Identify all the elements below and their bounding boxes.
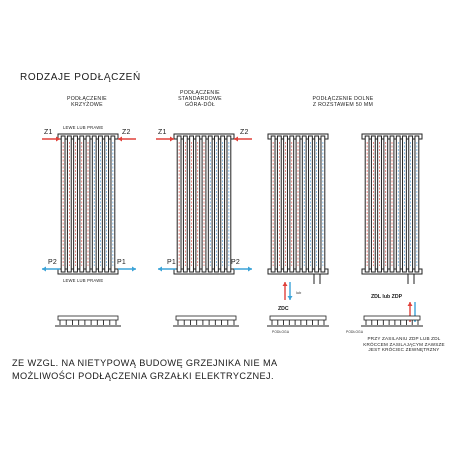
connection-arrow xyxy=(158,267,176,272)
caption-line: STANDARDOWE xyxy=(178,96,222,103)
caption-line: PODŁĄCZENIE DOLNE xyxy=(312,96,374,102)
connection-arrow xyxy=(283,282,288,300)
note-line: JEST KRÓCIEC ZEWNĘTRZNY xyxy=(368,347,440,353)
floor-label: PODŁOGA xyxy=(346,330,364,334)
connection-arrow xyxy=(288,282,293,300)
bracket-plate xyxy=(58,316,118,320)
wall-bracket xyxy=(173,316,239,326)
caption-line: GÓRA-DÓŁ xyxy=(184,102,216,109)
label-p1: P1 xyxy=(117,259,126,266)
bracket-plate xyxy=(176,316,236,320)
arrow-head xyxy=(170,137,174,142)
caption-line: Z ROZSTAWEM 50 MM xyxy=(312,102,374,109)
connection-arrow xyxy=(234,137,252,142)
note-line: ZE WZGL. NA NIETYPOWĄ BUDOWĘ GRZEJNIKA NIE MA xyxy=(12,358,278,368)
arrow-head xyxy=(288,296,293,300)
label-z2: Z2 xyxy=(240,129,249,136)
label-zdl-zdp: ZDL lub ZDP xyxy=(371,294,403,300)
radiator xyxy=(58,134,118,274)
radiator xyxy=(174,134,234,274)
arrow-head xyxy=(408,302,413,306)
note-line: PRZY ZASILANIU ZDP LUB ZDL xyxy=(367,336,441,341)
bracket-plate xyxy=(270,316,326,320)
bracket-plate xyxy=(364,316,420,320)
label-z1: Z1 xyxy=(158,129,167,136)
arrow-head xyxy=(248,267,252,272)
radiator xyxy=(362,134,422,284)
connection-arrow xyxy=(118,267,136,272)
wall-bracket xyxy=(267,316,329,326)
arrow-head xyxy=(118,137,122,142)
label-zdc: ZDC xyxy=(278,306,289,312)
label-lub: lub xyxy=(296,291,302,295)
side-label-top: LEWE LUB PRAWE xyxy=(63,125,104,130)
label-p2: P2 xyxy=(48,259,57,266)
connection-arrow xyxy=(156,137,174,142)
side-label-bottom: LEWE LUB PRAWE xyxy=(63,278,104,283)
label-p2: P2 xyxy=(231,259,240,266)
floor-label: PODŁOGA xyxy=(272,330,290,334)
caption-line: PODŁĄCZENIE xyxy=(180,90,220,96)
arrow-head xyxy=(42,267,46,272)
caption-line: KRZYŻOWE xyxy=(71,102,103,109)
connection-arrow xyxy=(234,267,252,272)
caption-line: PODŁĄCZENIE xyxy=(67,96,107,102)
connection-arrow xyxy=(42,267,60,272)
wall-bracket xyxy=(361,316,423,326)
page-title: RODZAJE PODŁĄCZEŃ xyxy=(20,72,141,83)
arrow-head xyxy=(158,267,162,272)
arrow-head xyxy=(283,282,288,286)
connection-arrow xyxy=(42,137,60,142)
label-z2: Z2 xyxy=(122,129,131,136)
label-p1: P1 xyxy=(167,259,176,266)
radiator xyxy=(268,134,328,284)
connection-arrow xyxy=(118,137,136,142)
wall-bracket xyxy=(55,316,121,326)
arrow-head xyxy=(234,137,238,142)
note-line: MOŻLIWOŚCI PODŁĄCZENIA GRZAŁKI ELEKTRYCZNEJ. xyxy=(12,371,274,381)
arrow-head xyxy=(132,267,136,272)
note-line: KRÓCCEM ZASILAJĄCYM ZAWSZE xyxy=(363,341,445,347)
label-z1: Z1 xyxy=(44,129,53,136)
